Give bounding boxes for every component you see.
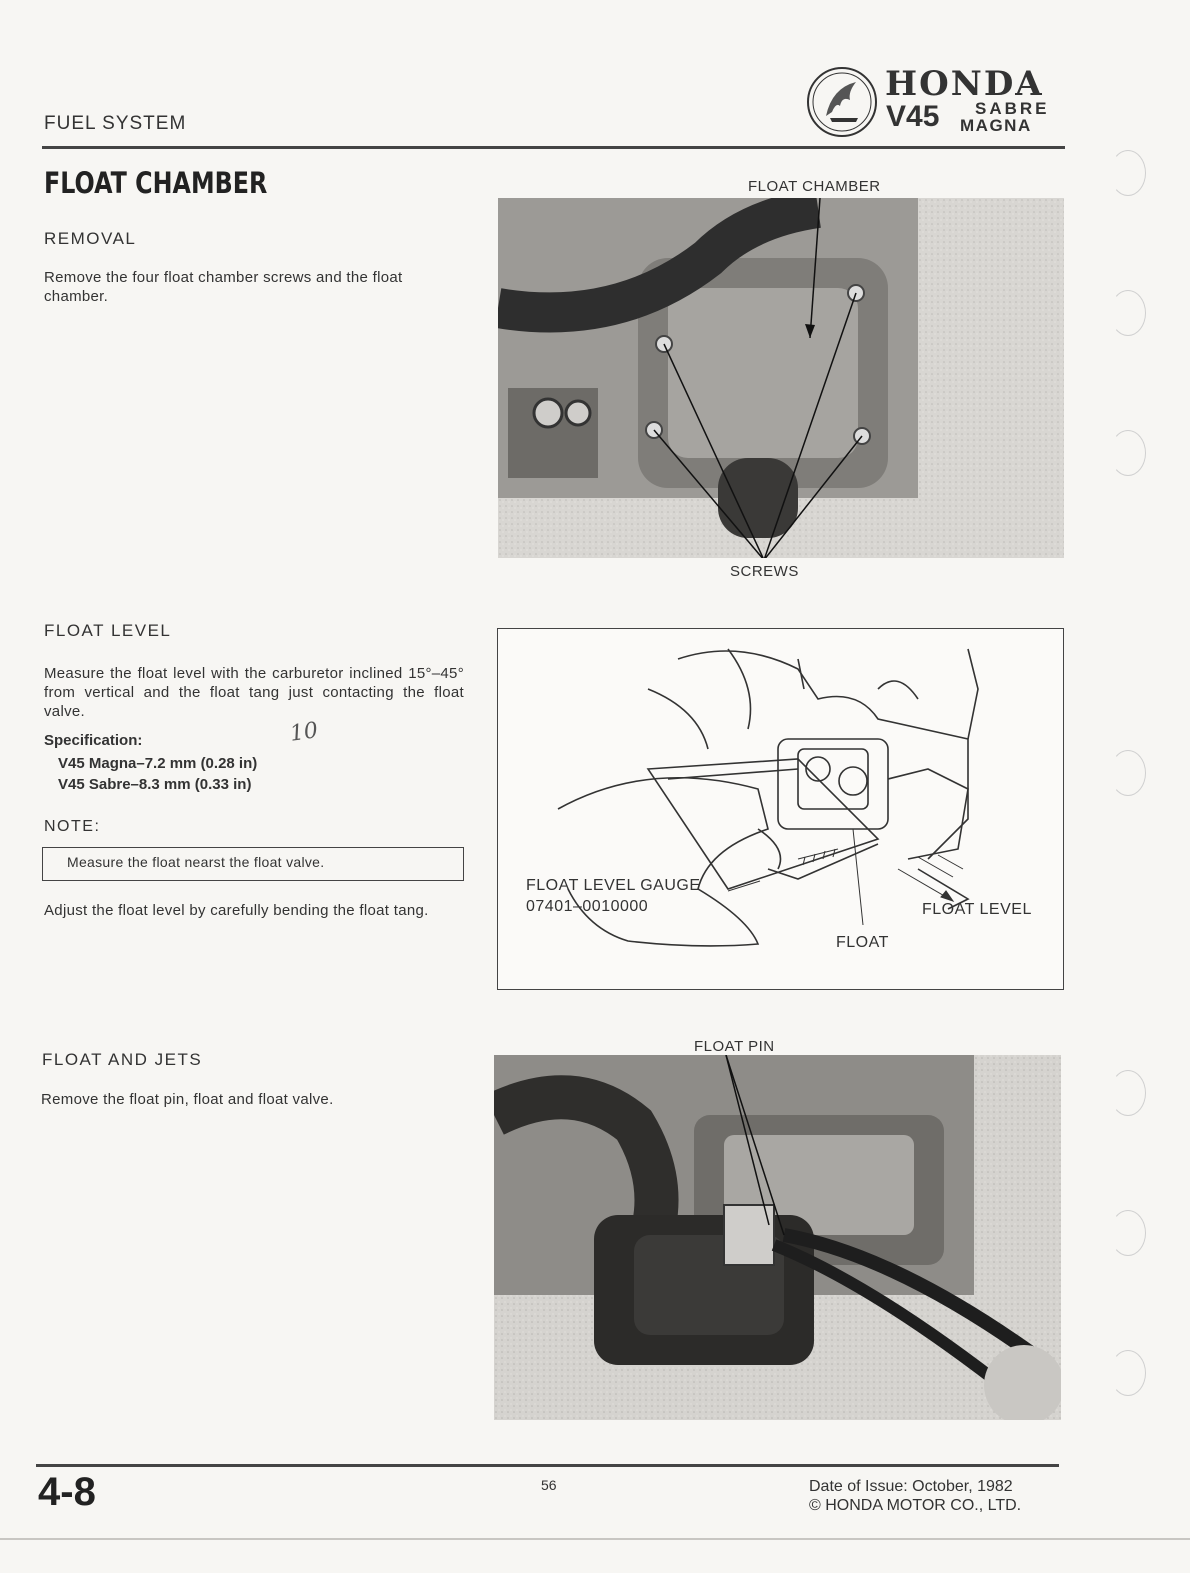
punch-hole bbox=[1110, 150, 1146, 196]
float-level-heading: FLOAT LEVEL bbox=[44, 621, 172, 640]
float-label: FLOAT bbox=[836, 934, 889, 951]
handwritten-annotation: 10 bbox=[288, 718, 320, 747]
float-pin-photo bbox=[494, 1055, 1061, 1420]
adjust-text: Adjust the float level by carefully bending the float tang. bbox=[44, 902, 429, 919]
punch-hole bbox=[1110, 1210, 1146, 1256]
float-level-diagram bbox=[497, 628, 1064, 990]
page-code: 4-8 bbox=[38, 1470, 96, 1514]
punch-hole bbox=[1110, 290, 1146, 336]
float-jets-heading: FLOAT AND JETS bbox=[42, 1050, 203, 1069]
removal-text: Remove the four float chamber screws and the float chamber. bbox=[44, 269, 403, 305]
variant-sabre: SABRE bbox=[975, 99, 1050, 118]
figure1-label-float-chamber: FLOAT CHAMBER bbox=[748, 178, 881, 195]
page-title: FLOAT CHAMBER bbox=[44, 166, 268, 200]
punch-hole bbox=[1110, 750, 1146, 796]
page-bottom-edge bbox=[0, 1538, 1190, 1540]
gauge-number: 07401–0010000 bbox=[526, 898, 649, 915]
spec-magna: V45 Magna–7.2 mm (0.28 in) bbox=[58, 755, 258, 772]
section-header: FUEL SYSTEM bbox=[44, 113, 187, 134]
punch-hole bbox=[1110, 430, 1146, 476]
spec-title: Specification: bbox=[44, 732, 143, 749]
spec-sabre: V45 Sabre–8.3 mm (0.33 in) bbox=[58, 776, 252, 793]
gauge-label: FLOAT LEVEL GAUGE bbox=[526, 877, 701, 894]
float-chamber-photo bbox=[498, 198, 1064, 558]
issue-date: Date of Issue: October, 1982 bbox=[809, 1478, 1013, 1495]
brand-name: HONDA bbox=[885, 64, 1044, 104]
note-text: Measure the float nearst the float valve. bbox=[67, 854, 325, 870]
model-name: V45 bbox=[886, 100, 940, 133]
removal-heading: REMOVAL bbox=[44, 229, 137, 248]
punch-hole bbox=[1110, 1350, 1146, 1396]
float-jets-text: Remove the float pin, float and float valve. bbox=[41, 1091, 334, 1108]
copyright: © HONDA MOTOR CO., LTD. bbox=[809, 1497, 1022, 1514]
header-rule bbox=[42, 146, 1065, 149]
punch-hole bbox=[1110, 1070, 1146, 1116]
float-level-text: Measure the float level with the carburetor inclined 15°–45° from vertical and the float tang just contacting the float valve. bbox=[44, 665, 464, 720]
page-number: 56 bbox=[541, 1477, 557, 1493]
footer-rule bbox=[36, 1464, 1059, 1467]
figure1-label-screws: SCREWS bbox=[730, 563, 799, 580]
note-box bbox=[42, 847, 464, 881]
float-level-label: FLOAT LEVEL bbox=[922, 901, 1032, 918]
note-label: NOTE: bbox=[44, 818, 101, 835]
honda-wing-logo bbox=[806, 66, 878, 138]
figure3-label-float-pin: FLOAT PIN bbox=[694, 1038, 775, 1055]
variant-magna: MAGNA bbox=[960, 116, 1032, 135]
